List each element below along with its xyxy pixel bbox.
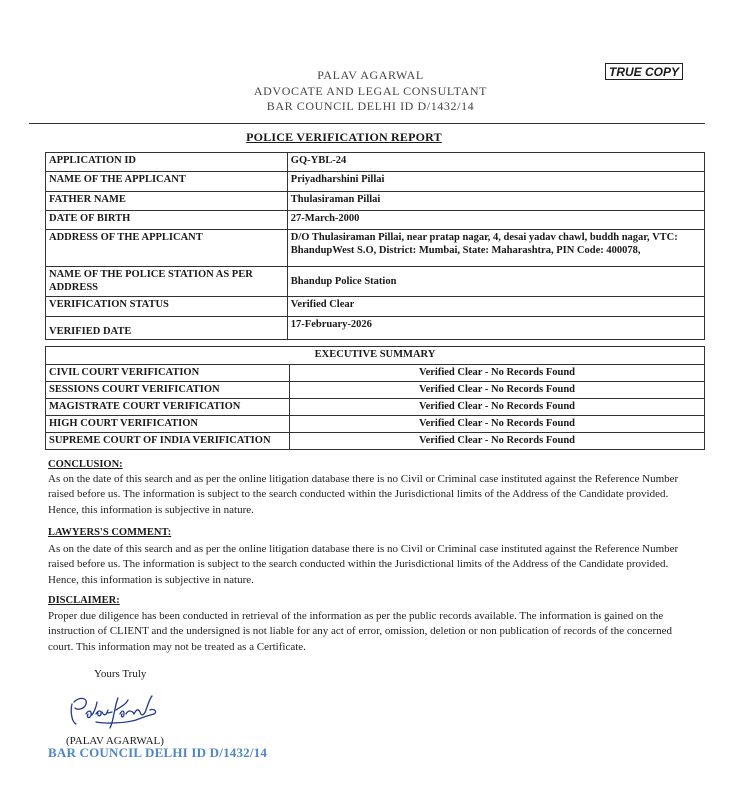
row-value: D/O Thulasiraman Pillai, near pratap nagar, 4, desai yadav chawl, buddh nagar, VTC: BhandupWest S.O, District: Mumbai, State: Maharashtra, PIN Code: 400078,: [287, 230, 704, 267]
header-divider: [29, 123, 705, 124]
row-label: APPLICATION ID: [46, 153, 288, 172]
row-value: Verified Clear - No Records Found: [290, 382, 705, 399]
true-copy-stamp: TRUE COPY: [605, 63, 683, 80]
signatory-name: (PALAV AGARWAL): [66, 735, 164, 747]
row-value: GQ-YBL-24: [287, 153, 704, 172]
row-label: SUPREME COURT OF INDIA VERIFICATION: [46, 433, 290, 450]
report-title: POLICE VERIFICATION REPORT: [246, 130, 442, 144]
row-value: Thulasiraman Pillai: [287, 192, 704, 211]
row-label: SESSIONS COURT VERIFICATION: [46, 382, 290, 399]
table-row: [46, 347, 705, 365]
table-row: [46, 382, 705, 399]
table-row: [46, 317, 705, 340]
row-label: NAME OF THE APPLICANT: [46, 172, 288, 192]
row-label: MAGISTRATE COURT VERIFICATION: [46, 399, 290, 416]
row-value: 27-March-2000: [287, 211, 704, 230]
table-row: [46, 433, 705, 450]
table-row: [46, 211, 705, 230]
row-label: NAME OF THE POLICE STATION AS PER ADDRESS: [46, 267, 288, 297]
advocate-name: PALAV AGARWAL: [317, 68, 424, 82]
conclusion-text: As on the date of this search and as per the online litigation database there is no Civil or Criminal case instituted against the Reference Number raised before us. The information is subject to the search conducted within the Jurisdictional limits of the Address of the Candidate provided. Hence, this information is subjective in nature.: [48, 473, 679, 516]
row-label: HIGH COURT VERIFICATION: [46, 416, 290, 433]
row-value: Verified Clear - No Records Found: [290, 399, 705, 416]
closing-text: Yours Truly: [94, 668, 147, 680]
signature-image: [66, 688, 166, 732]
table-row: [46, 297, 705, 317]
bar-council-id: BAR COUNCIL DELHI ID D/1432/14: [266, 99, 475, 113]
row-label: VERIFICATION STATUS: [46, 297, 288, 317]
row-label: CIVIL COURT VERIFICATION: [46, 365, 290, 382]
lawyers-comment-text: As on the date of this search and as per the online litigation database there is no Civil or Criminal case instituted against the Reference Number raised before us. The information is subject to the search conducted within the Jurisdictional limits of the Address of the Candidate provided. Hence, this information is subjective in nature.: [48, 543, 679, 586]
row-value: Verified Clear - No Records Found: [290, 416, 705, 433]
table-row: [46, 192, 705, 211]
signatory-bar-id: BAR COUNCIL DELHI ID D/1432/14: [48, 745, 268, 760]
table-row: [46, 153, 705, 172]
summary-heading: EXECUTIVE SUMMARY: [46, 347, 705, 365]
row-value: Bhandup Police Station: [287, 267, 704, 297]
table-row: [46, 416, 705, 433]
table-row: [46, 365, 705, 382]
lawyers-comment-heading: LAWYERS'S COMMENT:: [48, 527, 172, 538]
disclaimer-heading: DISCLAIMER:: [48, 595, 120, 606]
details-table: [45, 152, 705, 340]
disclaimer-text: Proper due diligence has been conducted in retrieval of the information as per the public records available. The information is gained on the instruction of CLIENT and the undersigned is not liable for any act of error, omission, deletion or non publication of records of the concerned court. This information may not be treated as a Certificate.: [48, 610, 673, 653]
executive-summary-table: [45, 346, 705, 450]
row-label: VERIFIED DATE: [46, 317, 288, 340]
row-label: DATE OF BIRTH: [46, 211, 288, 230]
row-value: Priyadharshini Pillai: [287, 172, 704, 192]
advocate-title: ADVOCATE AND LEGAL CONSULTANT: [253, 84, 488, 98]
conclusion-heading: CONCLUSION:: [48, 459, 123, 470]
row-value: 17-February-2026: [287, 317, 704, 340]
table-row: [46, 399, 705, 416]
row-label: FATHER NAME: [46, 192, 288, 211]
row-label: ADDRESS OF THE APPLICANT: [46, 230, 288, 267]
row-value: Verified Clear: [287, 297, 704, 317]
table-row: [46, 267, 705, 297]
table-row: [46, 172, 705, 192]
row-value: Verified Clear - No Records Found: [290, 433, 705, 450]
table-row: [46, 230, 705, 267]
row-value: Verified Clear - No Records Found: [290, 365, 705, 382]
